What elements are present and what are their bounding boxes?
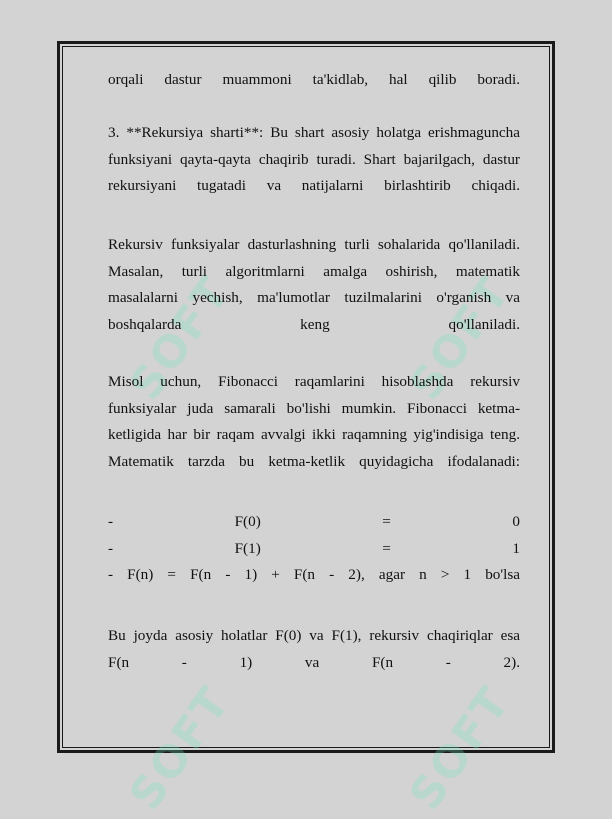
paragraph [108, 232, 520, 338]
formula-dash: - [108, 539, 114, 557]
text-line: Masalan, turli algoritmlarni amalga oshirish, matematik [108, 262, 520, 280]
watermark-logo: SOFT [400, 267, 521, 410]
formula-rhs: 0 [512, 513, 520, 530]
text-line: Bu joyda asosiy holatlar F(0) va F(1), rekursiv chaqiriqlar esa [108, 627, 520, 644]
text-line: boshqalarda keng qo'llaniladi. [108, 315, 520, 333]
watermark-logo: SOFT [120, 267, 241, 410]
text-line: orqali dastur muammoni ta'kidlab, hal qilib boradi. [108, 71, 520, 88]
paragraph [108, 369, 520, 475]
text-line: Matematik tarzda bu ketma-ketlik quyidagicha ifodalanadi: [108, 452, 520, 470]
formula-eq: = [382, 513, 391, 530]
formula-list [108, 509, 520, 589]
paragraph [108, 623, 520, 676]
paragraph [108, 120, 520, 200]
text-line: 3. **Rekursiya sharti**: Bu shart asosiy holatga erishmaguncha [108, 124, 520, 141]
formula-lhs: F(0) [234, 513, 261, 530]
text-line: masalalarni yechish, ma'lumotlar tuzilmalarini o'rganish va [108, 289, 520, 307]
formula-line: - F(n) = F(n - 1) + F(n - 2), agar n > 1 bo'lsa [108, 566, 520, 584]
text-line: Rekursiv funksiyalar dasturlashning turli sohalarida qo'llaniladi. [108, 236, 520, 253]
text-line: ketligida har bir raqam avvalgi ikki raqamning yig'indisiga teng. [108, 426, 520, 444]
paragraph [108, 67, 520, 94]
formula-row [108, 509, 520, 536]
formula-rhs: 1 [512, 539, 520, 557]
text-line: funksiyani qayta-qayta chaqirib turadi. Shart bajarilgach, dastur [108, 150, 520, 168]
watermark-logo: SOFT [120, 677, 241, 819]
formula-lhs: F(1) [234, 539, 261, 557]
text-line: funksiyalar juda samarali bo'lishi mumkin. Fibonacci ketma- [108, 399, 520, 417]
text-line: F(n - 1) va F(n - 2). [108, 653, 520, 671]
text-line: rekursiyani tugatadi va natijalarni birlashtirib chiqadi. [108, 177, 520, 195]
formula-eq: = [382, 539, 391, 557]
watermark-logo: SOFT [400, 677, 521, 819]
formula-row [108, 536, 520, 563]
text-line: Misol uchun, Fibonacci raqamlarini hisoblashda rekursiv [108, 373, 520, 390]
formula-dash: - [108, 513, 114, 530]
